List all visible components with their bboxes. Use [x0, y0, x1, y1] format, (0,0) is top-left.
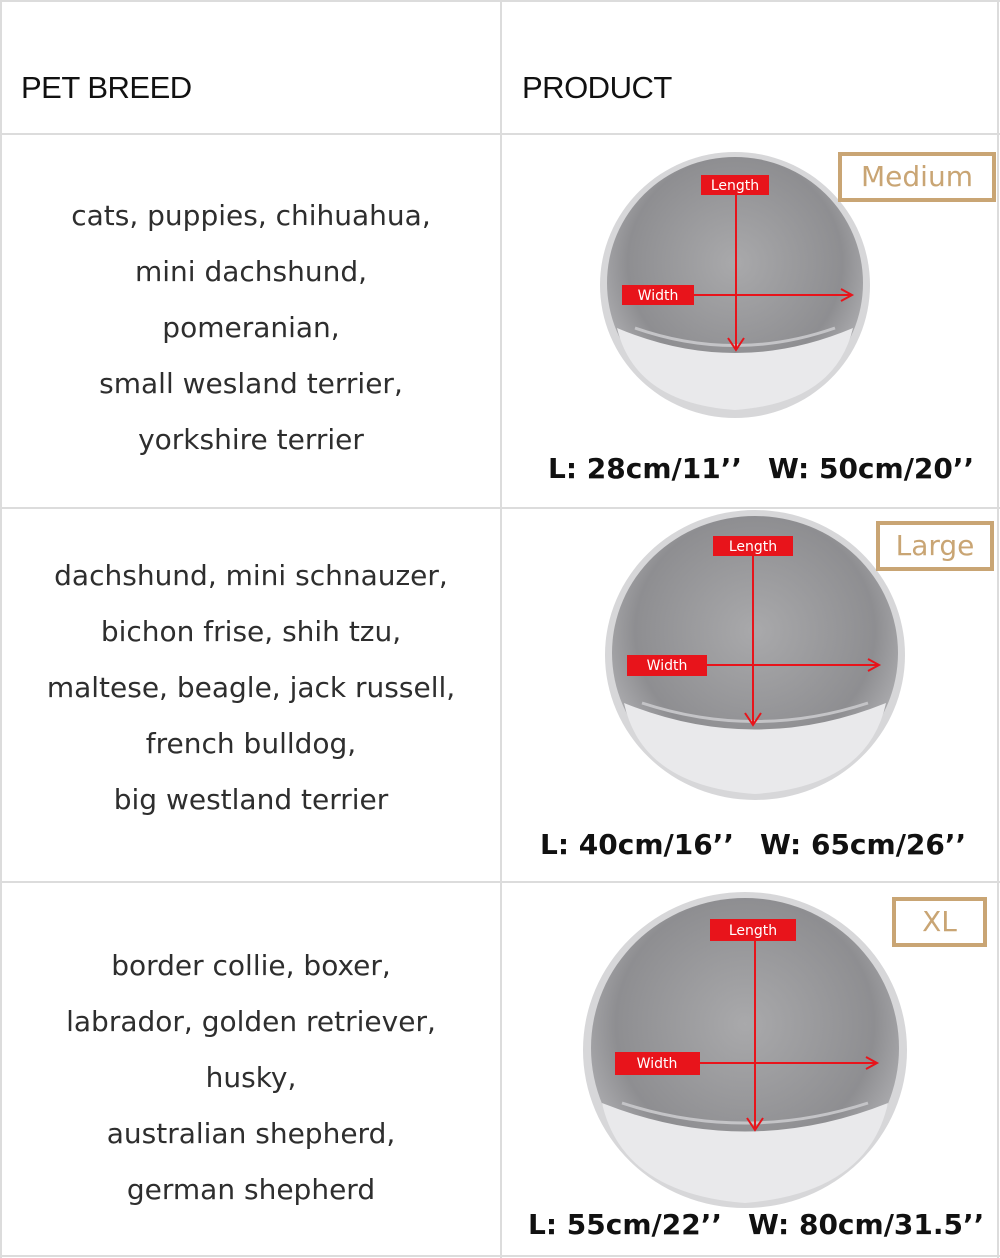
dimensions-xl [528, 1208, 984, 1241]
breed-line: german shepherd [126, 1173, 376, 1206]
breed-line: cats, puppies, chihuahua, [71, 199, 431, 232]
bed-image-large [602, 508, 910, 803]
width-tag-label: Width [646, 658, 688, 674]
size-badge-medium: Medium [838, 152, 996, 202]
length-tag-label: Length [728, 923, 778, 939]
breed-line: french bulldog, [145, 727, 357, 760]
table-border-right [997, 0, 999, 1258]
breed-list-medium [0, 188, 502, 468]
length-tag-label: Length [710, 178, 760, 194]
row-divider-2 [0, 881, 1000, 883]
header-pet-breed: PET BREED [21, 70, 192, 105]
breed-line: dachshund, mini schnauzer, [54, 559, 448, 592]
breed-line: bichon frise, shih tzu, [100, 615, 402, 648]
length-tag-label: Length [728, 539, 778, 555]
width-dimension: W: 50cm/20’’ [768, 452, 975, 485]
size-badge-xl: XL [892, 897, 987, 947]
breed-line: border collie, boxer, [111, 949, 391, 982]
breed-line: labrador, golden retriever, [66, 1005, 436, 1038]
breed-line: mini dachshund, [134, 255, 368, 288]
length-dimension: L: 28cm/11’’ [548, 452, 742, 485]
width-dimension: W: 80cm/31.5’’ [748, 1208, 985, 1241]
table-border-bottom [0, 1255, 1000, 1257]
bed-image-medium [595, 148, 875, 423]
width-tag-label: Width [637, 288, 679, 304]
breed-line: pomeranian, [162, 311, 340, 344]
dimensions-medium [548, 452, 974, 485]
bed-image-xl [580, 888, 910, 1213]
header-product: PRODUCT [522, 70, 672, 105]
breed-list-xl [0, 938, 502, 1218]
length-dimension: L: 55cm/22’’ [528, 1208, 722, 1241]
dimensions-large [540, 828, 966, 861]
breed-line: australian shepherd, [106, 1117, 396, 1150]
breed-line: big westland terrier [113, 783, 389, 816]
breed-line: husky, [205, 1061, 297, 1094]
breed-list-large [0, 548, 502, 828]
row-divider-header [0, 133, 1000, 135]
length-dimension: L: 40cm/16’’ [540, 828, 734, 861]
breed-line: yorkshire terrier [138, 423, 364, 456]
size-badge-large: Large [876, 521, 994, 571]
breed-line: maltese, beagle, jack russell, [46, 671, 456, 704]
breed-line: small wesland terrier, [99, 367, 403, 400]
width-tag-label: Width [636, 1056, 678, 1072]
width-dimension: W: 65cm/26’’ [760, 828, 967, 861]
